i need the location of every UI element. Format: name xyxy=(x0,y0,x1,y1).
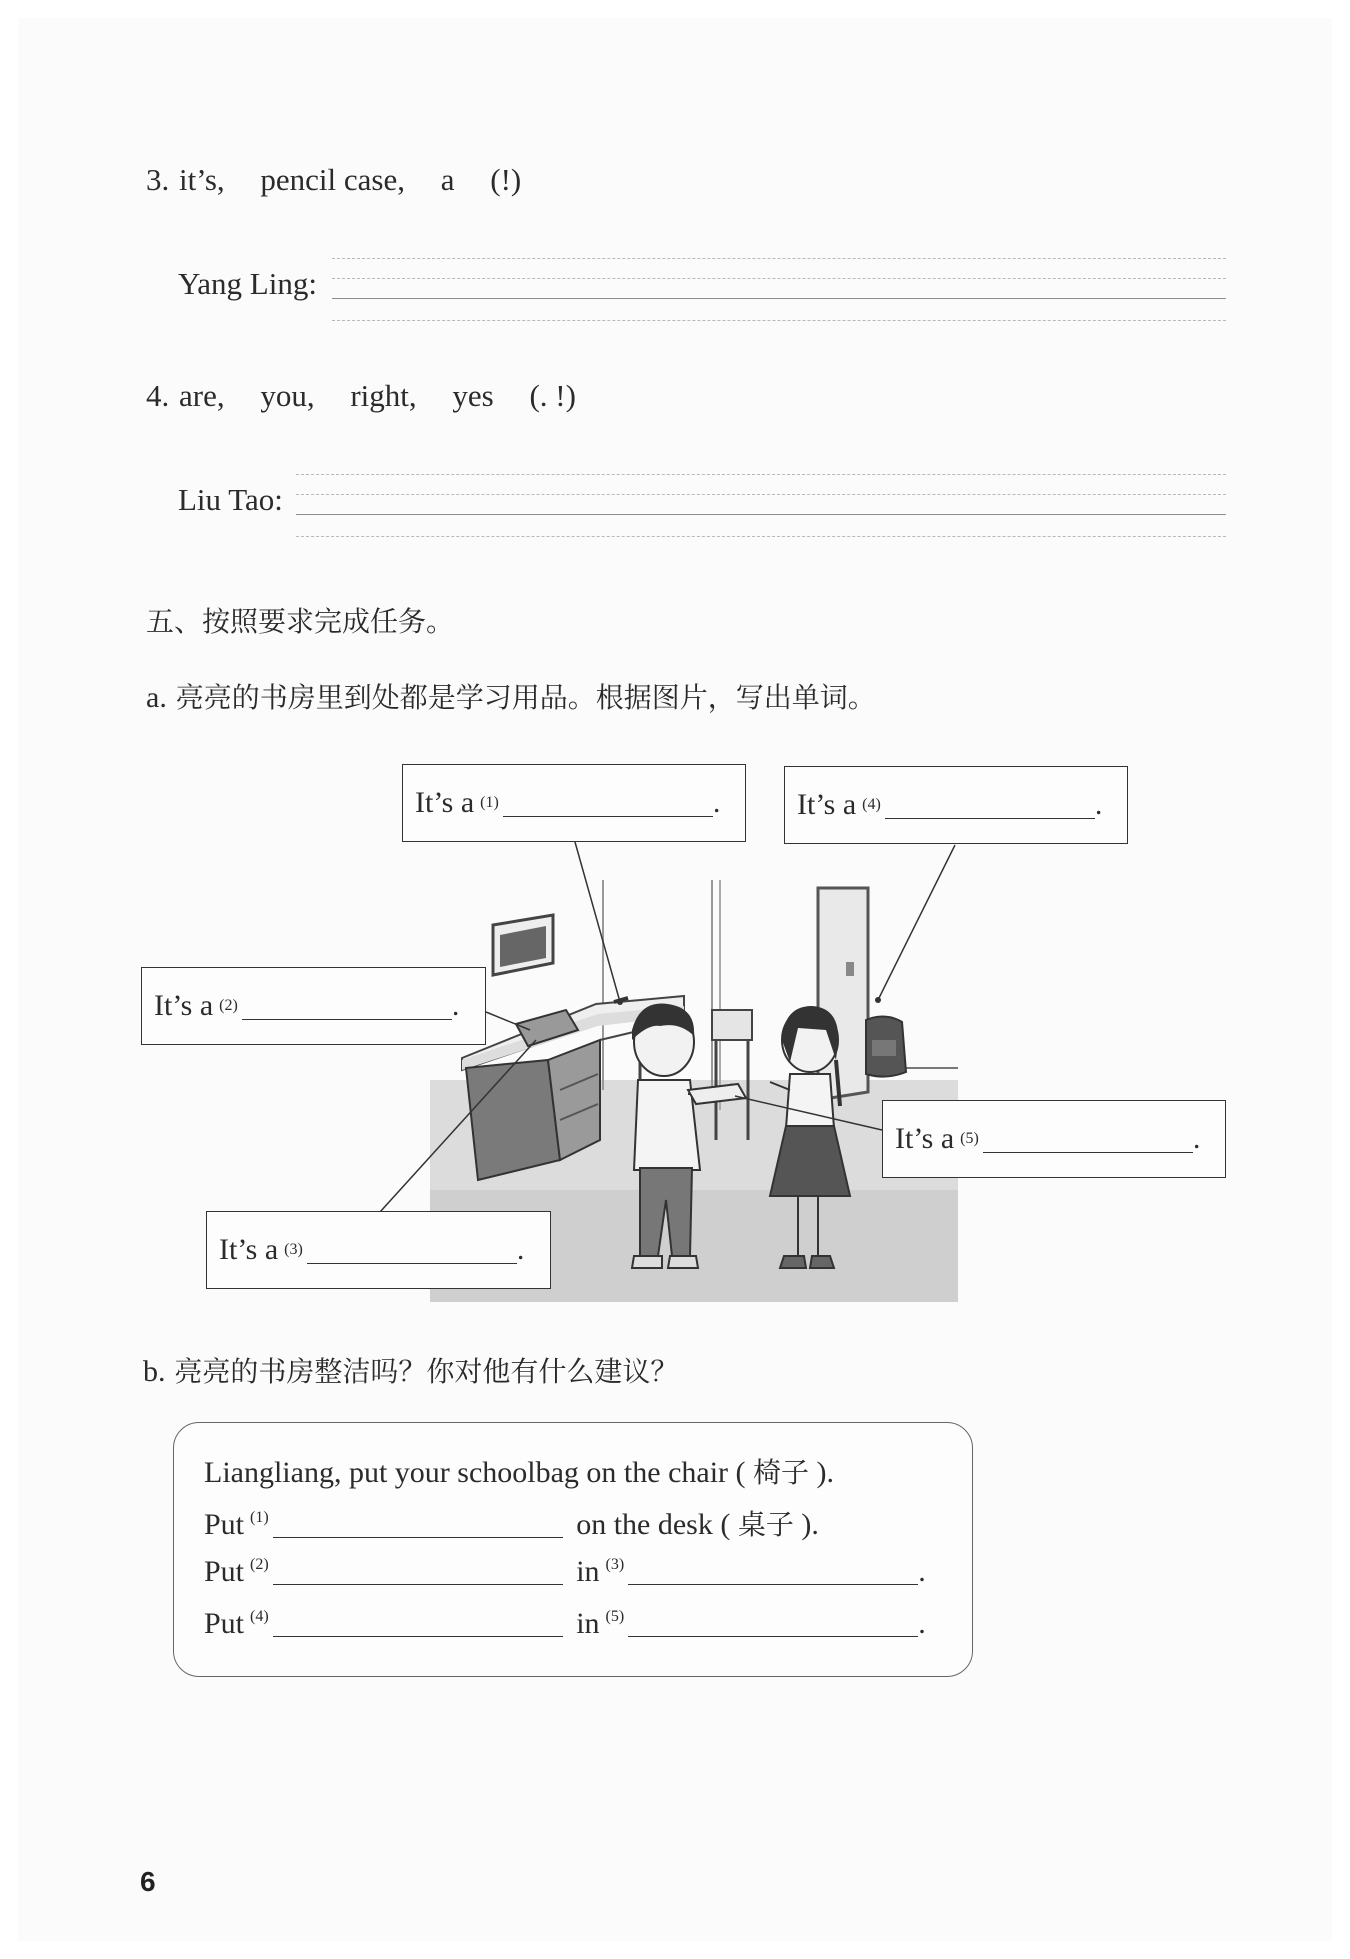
schoolbag xyxy=(866,1016,906,1076)
label-end: . xyxy=(1192,1122,1201,1155)
blank-number: (4) xyxy=(250,1608,269,1625)
word: right, xyxy=(350,378,417,413)
label-box-5 xyxy=(882,1100,1226,1178)
put-word: Put xyxy=(204,1607,245,1640)
speaker-label: Liu Tao: xyxy=(178,482,283,517)
chinese-gloss: 桌子 xyxy=(737,1508,794,1541)
label-number: (5) xyxy=(960,1130,979,1147)
part-b-instruction xyxy=(143,1350,678,1390)
wall-picture xyxy=(493,915,553,975)
word: pencil case, xyxy=(260,162,405,197)
door xyxy=(818,888,868,1100)
answer-blank-1[interactable] xyxy=(503,790,713,817)
label-box-4 xyxy=(784,766,1128,844)
word: it’s, xyxy=(179,162,225,197)
part-tag: b. xyxy=(143,1355,166,1388)
label-number: (4) xyxy=(862,796,881,813)
label-prefix: It’s a xyxy=(219,1233,279,1266)
label-end: . xyxy=(516,1233,525,1266)
sentence-end: . xyxy=(918,1555,926,1588)
label-end: . xyxy=(451,989,460,1022)
word: are, xyxy=(179,378,225,413)
label-prefix: It’s a xyxy=(895,1122,955,1155)
suggestion-line-2 xyxy=(204,1503,819,1543)
word: a xyxy=(440,162,455,197)
page-number: 6 xyxy=(140,1866,156,1897)
part-tag: a. xyxy=(146,681,167,714)
suggestion-line-3 xyxy=(204,1555,926,1589)
sentence-end: ). xyxy=(816,1456,835,1489)
put-word: Put xyxy=(204,1555,245,1588)
suggestion-line-4 xyxy=(204,1607,926,1641)
answer-blank[interactable] xyxy=(628,1610,918,1637)
chinese-gloss: 椅子 xyxy=(753,1456,810,1489)
label-number: (1) xyxy=(480,794,499,811)
answer-blank[interactable] xyxy=(273,1610,563,1637)
put-word: Put xyxy=(204,1508,245,1541)
label-end: . xyxy=(712,786,721,819)
label-box-1 xyxy=(402,764,746,842)
answer-blank-3[interactable] xyxy=(307,1237,517,1264)
suggestion-line-1 xyxy=(204,1451,834,1491)
sentence-text: on the desk ( xyxy=(576,1508,731,1541)
label-prefix: It’s a xyxy=(154,989,214,1022)
answer-blank-4[interactable] xyxy=(885,792,1095,819)
word: yes xyxy=(452,378,494,413)
section-heading: 五、按照要求完成任务。 xyxy=(146,605,455,638)
label-prefix: It’s a xyxy=(797,788,857,821)
label-prefix: It’s a xyxy=(415,786,475,819)
answer-blank-2[interactable] xyxy=(242,993,452,1020)
question-number: 4. xyxy=(146,378,170,413)
answer-blank[interactable] xyxy=(273,1558,563,1585)
label-number: (3) xyxy=(284,1241,303,1258)
part-text: 亮亮的书房里到处都是学习用品。根据图片，写出单词。 xyxy=(175,681,876,714)
sentence-end: . xyxy=(918,1607,926,1640)
in-word: in xyxy=(576,1555,600,1588)
sentence-end: ). xyxy=(801,1508,819,1541)
answer-blank[interactable] xyxy=(628,1558,918,1585)
part-text: 亮亮的书房整洁吗？你对他有什么建议？ xyxy=(174,1355,679,1388)
label-box-3 xyxy=(206,1211,551,1289)
label-box-2 xyxy=(141,967,486,1045)
in-word: in xyxy=(576,1607,600,1640)
blank-number: (3) xyxy=(605,1556,625,1573)
blank-number: (1) xyxy=(250,1509,269,1526)
label-number: (2) xyxy=(219,997,238,1014)
punctuation-hint: (. !) xyxy=(529,378,576,413)
question-number: 3. xyxy=(146,162,170,197)
answer-blank-5[interactable] xyxy=(983,1126,1193,1153)
blank-number: (2) xyxy=(250,1556,269,1573)
blank-number: (5) xyxy=(605,1608,625,1625)
answer-blank[interactable] xyxy=(273,1511,563,1538)
word: you, xyxy=(260,378,315,413)
sentence-text: Liangliang, put your schoolbag on the chair ( xyxy=(204,1456,746,1489)
punctuation-hint: (!) xyxy=(490,162,522,197)
speaker-label: Yang Ling: xyxy=(178,266,317,301)
label-end: . xyxy=(1094,788,1103,821)
suggestion-box xyxy=(173,1422,973,1677)
